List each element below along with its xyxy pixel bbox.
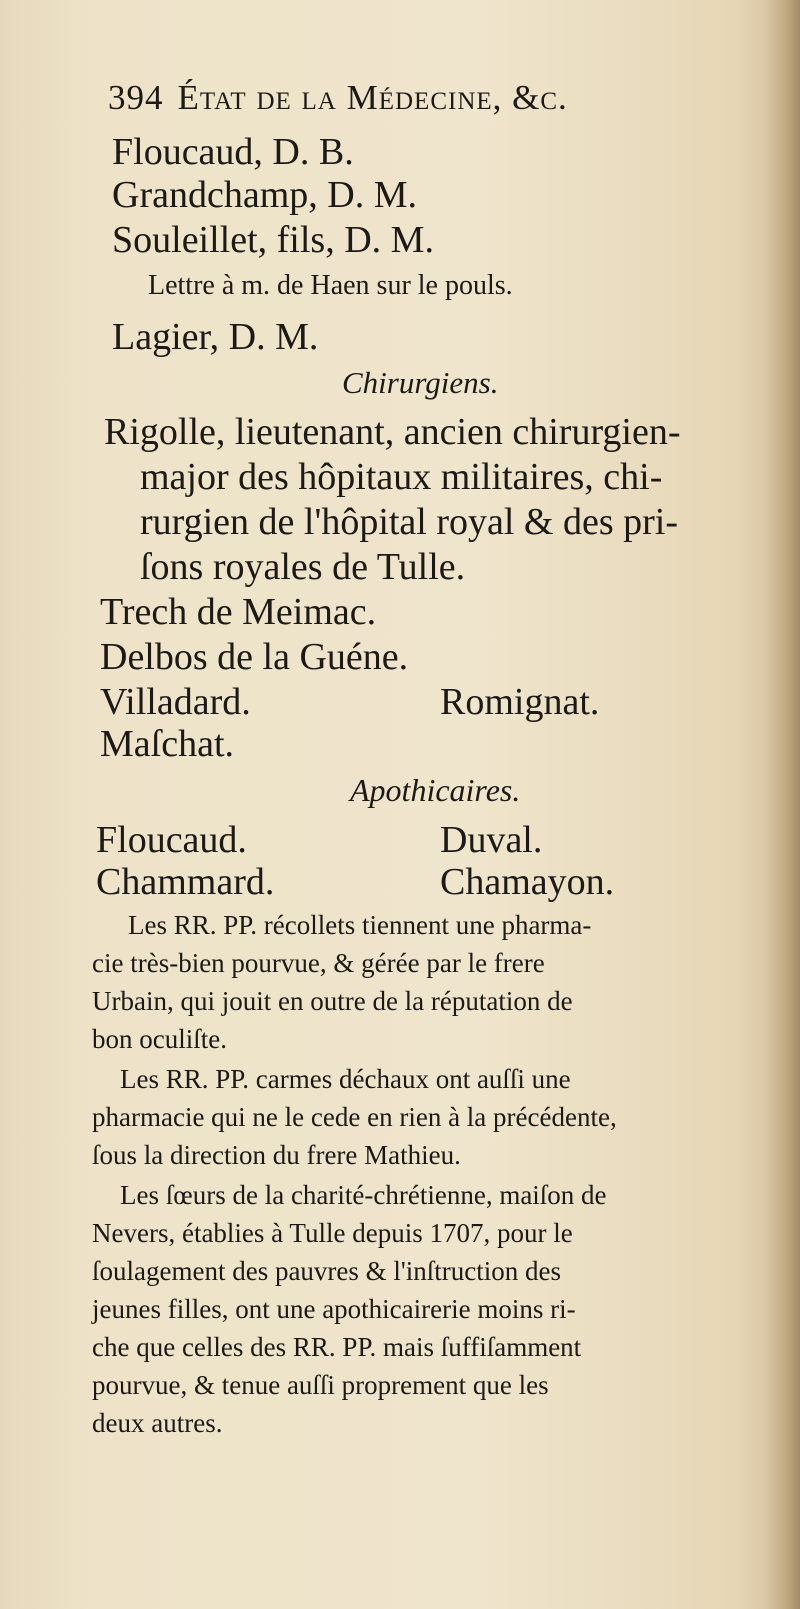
page-number: 394 bbox=[108, 78, 164, 117]
physician-entry: Souleillet, fils, D. M. bbox=[112, 219, 434, 261]
paragraph-line: ſoulagement des pauvres & l'inſtruction des bbox=[92, 1256, 562, 1286]
apothecary-entry: Floucaud. bbox=[96, 819, 247, 861]
paragraph-line: ſous la direction du frere Mathieu. bbox=[92, 1140, 461, 1170]
surgeon-entry: Villadard. bbox=[100, 681, 251, 723]
paragraph-line: Les RR. PP. récollets tiennent une pharma- bbox=[128, 910, 592, 940]
apothecary-entry: Chammard. bbox=[96, 861, 275, 903]
physician-entry: Lagier, D. M. bbox=[112, 316, 319, 358]
paragraph-line: pourvue, & tenue auſſi proprement que les bbox=[92, 1370, 549, 1400]
page-header bbox=[108, 78, 568, 118]
surgeon-entry-line: ſons royales de Tulle. bbox=[140, 546, 466, 588]
paragraph-line: deux autres. bbox=[92, 1408, 223, 1438]
physician-entry: Grandchamp, D. M. bbox=[112, 174, 417, 216]
surgeon-entry-line: major des hôpitaux militaires, chi- bbox=[140, 456, 663, 498]
paragraph-line: jeunes filles, ont une apothicairerie moins ri- bbox=[92, 1294, 576, 1324]
paragraph-line: Les RR. PP. carmes déchaux ont auſſi une bbox=[120, 1064, 571, 1094]
paragraph-line: cie très-bien pourvue, & gérée par le frere bbox=[92, 948, 545, 978]
surgeon-entry: Delbos de la Guéne. bbox=[100, 636, 409, 678]
surgeon-entry: Maſchat. bbox=[100, 723, 235, 765]
surgeon-entry-line: rurgien de l'hôpital royal & des pri- bbox=[140, 501, 679, 543]
paragraph-line: che que celles des RR. PP. mais ſuffiſamment bbox=[92, 1332, 582, 1362]
paragraph-line: Les ſœurs de la charité-chrétienne, maiſon de bbox=[120, 1180, 607, 1210]
apothecary-entry: Duval. bbox=[440, 819, 543, 861]
paragraph-line: pharmacie qui ne le cede en rien à la précédente, bbox=[92, 1102, 617, 1132]
paragraph-line: bon oculiſte. bbox=[92, 1024, 227, 1054]
surgeon-entry-line: Rigolle, lieutenant, ancien chirurgien- bbox=[104, 411, 681, 453]
physician-note: Lettre à m. de Haen sur le pouls. bbox=[148, 270, 513, 301]
section-heading-surgeons: Chirurgiens. bbox=[342, 365, 499, 400]
section-heading-apothecaries: Apothicaires. bbox=[350, 772, 521, 808]
page-edge-shadow bbox=[766, 0, 800, 1609]
surgeon-entry: Trech de Meimac. bbox=[100, 591, 377, 633]
apothecary-entry: Chamayon. bbox=[440, 861, 615, 903]
paragraph-line: Urbain, qui jouit en outre de la réputation de bbox=[92, 986, 573, 1016]
surgeon-entry: Romignat. bbox=[440, 681, 600, 723]
paragraph-line: Nevers, établies à Tulle depuis 1707, pour le bbox=[92, 1218, 573, 1248]
physician-entry: Floucaud, D. B. bbox=[112, 131, 354, 173]
running-title: État de la Médecine, &c. bbox=[177, 78, 568, 117]
